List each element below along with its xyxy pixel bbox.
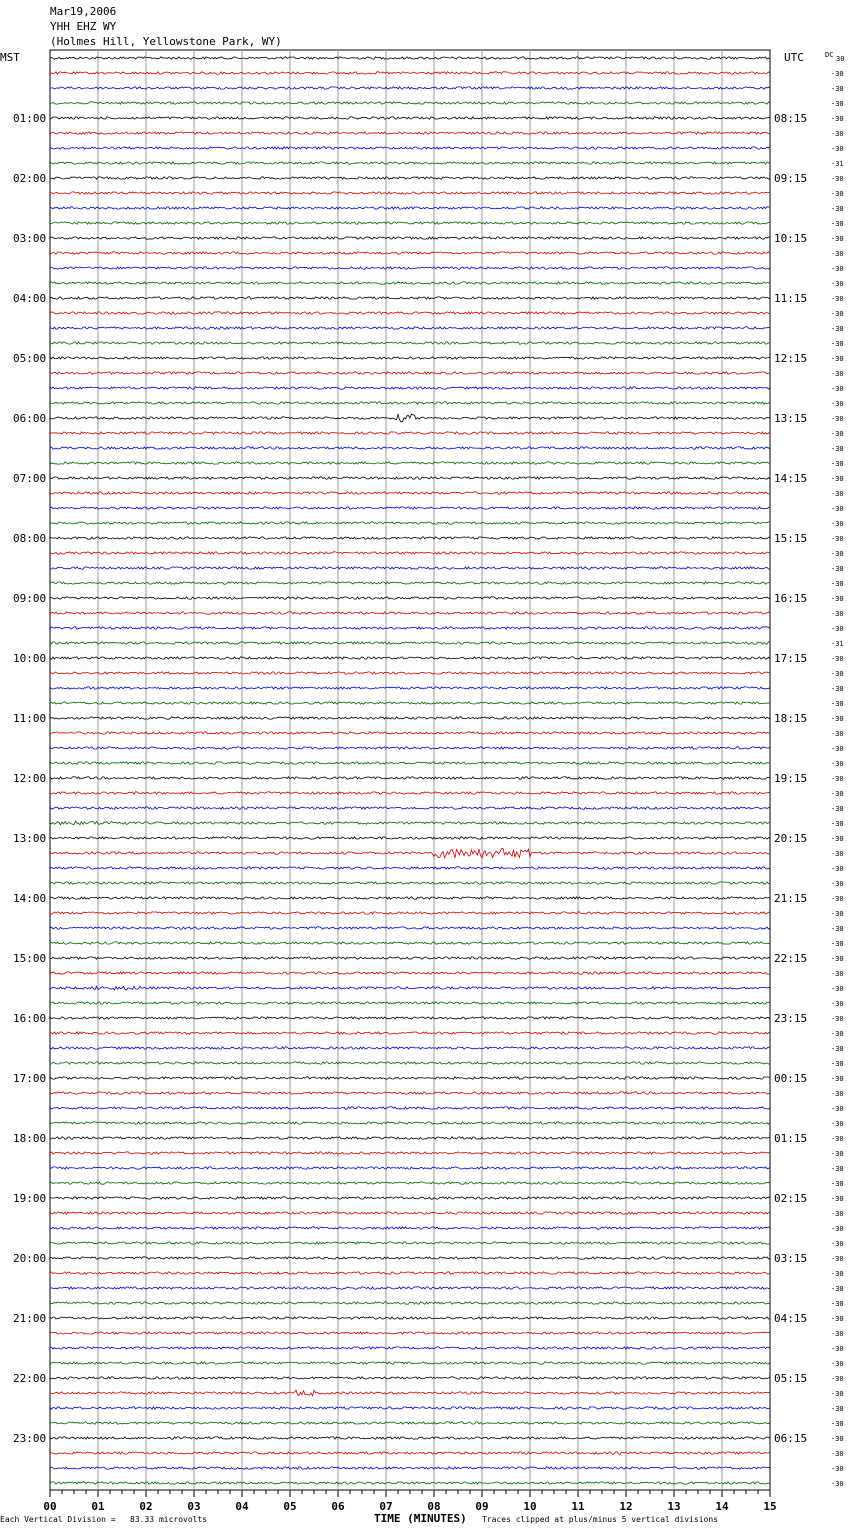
utc-hour-label: 10:15 <box>774 232 808 245</box>
utc-hour-label: 08:15 <box>774 112 808 125</box>
utc-hour-label: 20:15 <box>774 832 808 845</box>
seismic-trace <box>50 1362 770 1364</box>
utc-hour-label: 00:15 <box>774 1072 808 1085</box>
seismic-trace <box>50 702 770 704</box>
mst-hour-label: 18:00 <box>13 1132 47 1145</box>
dc-offset-label: -30 <box>831 1045 844 1053</box>
utc-hour-label: 18:15 <box>774 712 808 725</box>
seismic-trace <box>50 747 770 749</box>
seismic-trace <box>50 1242 770 1244</box>
mst-hour-label: 17:00 <box>13 1072 47 1085</box>
dc-offset-label: -30 <box>831 1060 844 1068</box>
seismic-trace <box>50 1122 770 1124</box>
utc-hour-label: 01:15 <box>774 1132 808 1145</box>
seismic-trace <box>50 1017 770 1019</box>
dc-offset-label: -30 <box>831 1420 844 1428</box>
dc-offset-label: -30 <box>831 790 844 798</box>
seismic-trace <box>50 1302 770 1304</box>
utc-hour-label: 06:15 <box>774 1432 808 1445</box>
dc-offset-label: -30 <box>831 925 844 933</box>
seismic-trace <box>50 207 770 209</box>
dc-offset-label: -30 <box>831 1255 844 1263</box>
mst-hour-label: 04:00 <box>13 292 47 305</box>
seismic-trace <box>50 642 770 644</box>
dc-offset-label: -30 <box>831 520 844 528</box>
dc-offset-label: -30 <box>831 535 844 543</box>
dc-offset-label: -30 <box>831 355 844 363</box>
x-tick-label: 13 <box>667 1500 681 1513</box>
seismic-trace <box>50 1002 770 1004</box>
seismic-trace <box>50 1197 770 1199</box>
dc-offset-label: -30 <box>831 1390 844 1398</box>
seismic-trace <box>50 1452 770 1454</box>
seismic-trace <box>50 897 770 899</box>
dc-offset-label: 30 <box>836 55 845 63</box>
mst-hour-label: 19:00 <box>13 1192 47 1205</box>
dc-offset-label: -31 <box>831 160 844 168</box>
mst-hour-label: 02:00 <box>13 172 47 185</box>
seismic-trace <box>50 1467 770 1469</box>
seismic-trace <box>50 147 770 149</box>
dc-offset-label: -30 <box>831 985 844 993</box>
seismic-trace <box>50 986 770 990</box>
utc-hour-label: 21:15 <box>774 892 808 905</box>
dc-offset-label: -30 <box>831 565 844 573</box>
dc-offset-label: -30 <box>831 1210 844 1218</box>
dc-offset-label: -30 <box>831 625 844 633</box>
dc-offset-label: -30 <box>831 1435 844 1443</box>
dc-offset-label: -30 <box>831 1165 844 1173</box>
seismic-trace <box>50 672 770 674</box>
seismic-trace <box>50 942 770 944</box>
seismic-trace <box>50 882 770 884</box>
dc-offset-label: -30 <box>831 760 844 768</box>
dc-offset-label: -30 <box>831 970 844 978</box>
seismic-trace <box>50 1167 770 1169</box>
dc-offset-label: -30 <box>831 1450 844 1458</box>
dc-offset-label: -30 <box>831 265 844 273</box>
dc-offset-label: -30 <box>831 685 844 693</box>
seismic-trace <box>50 1212 770 1214</box>
seismic-trace <box>50 414 770 422</box>
mst-label: MST <box>0 51 20 64</box>
seismic-trace <box>50 777 770 779</box>
dc-offset-label: -30 <box>831 775 844 783</box>
seismic-trace <box>50 72 770 74</box>
seismic-trace <box>50 1317 770 1319</box>
dc-offset-label: -30 <box>831 1075 844 1083</box>
dc-offset-label: -30 <box>831 1090 844 1098</box>
seismic-trace <box>50 447 770 449</box>
dc-offset-label: -30 <box>831 1120 844 1128</box>
dc-offset-label: -30 <box>831 85 844 93</box>
dc-offset-label: -30 <box>831 1150 844 1158</box>
seismic-trace <box>50 957 770 959</box>
seismic-trace <box>50 1482 770 1484</box>
utc-hour-label: 23:15 <box>774 1012 808 1025</box>
dc-offset-label: -30 <box>831 1225 844 1233</box>
mst-hour-label: 23:00 <box>13 1432 47 1445</box>
station-location: (Holmes Hill, Yellowstone Park, WY) <box>50 35 282 48</box>
utc-hour-labels <box>774 112 807 1445</box>
mst-hour-label: 05:00 <box>13 352 47 365</box>
mst-hour-label: 01:00 <box>13 112 47 125</box>
mst-hour-label: 09:00 <box>13 592 47 605</box>
utc-hour-label: 16:15 <box>774 592 808 605</box>
seismic-trace <box>50 597 770 599</box>
utc-hour-label: 15:15 <box>774 532 808 545</box>
seismic-trace <box>50 912 770 914</box>
dc-offset-label: -30 <box>831 295 844 303</box>
seismic-trace <box>50 1377 770 1379</box>
seismic-trace <box>50 732 770 734</box>
utc-hour-label: 04:15 <box>774 1312 808 1325</box>
seismic-trace <box>50 1227 770 1229</box>
mst-hour-label: 13:00 <box>13 832 47 845</box>
mst-hour-label: 10:00 <box>13 652 47 665</box>
dc-offset-label: -30 <box>831 310 844 318</box>
dc-offset-label: -30 <box>831 655 844 663</box>
seismic-trace <box>50 717 770 719</box>
seismic-trace <box>50 237 770 239</box>
dc-offset-label: -30 <box>831 715 844 723</box>
dc-offset-label: -30 <box>831 490 844 498</box>
x-tick-label: 00 <box>43 1500 57 1513</box>
seismic-trace <box>50 687 770 689</box>
dc-offset-label: -30 <box>831 1330 844 1338</box>
dc-offset-label: -30 <box>831 1000 844 1008</box>
mst-hour-label: 16:00 <box>13 1012 47 1025</box>
dc-offset-label: -30 <box>831 205 844 213</box>
seismic-trace <box>50 1092 770 1094</box>
seismic-trace <box>50 1287 770 1289</box>
dc-offset-label: -30 <box>831 595 844 603</box>
x-tick-label: 06 <box>331 1500 345 1513</box>
seismic-trace <box>50 657 770 659</box>
x-tick-label: 04 <box>235 1500 249 1513</box>
dc-offset-label: -30 <box>831 1015 844 1023</box>
seismic-trace <box>50 117 770 119</box>
trace-group <box>50 57 770 1484</box>
dc-offset-label: -30 <box>831 1195 844 1203</box>
dc-offset-label: -30 <box>831 460 844 468</box>
dc-offset-label: -30 <box>831 1105 844 1113</box>
utc-hour-label: 09:15 <box>774 172 808 185</box>
seismic-trace <box>50 1407 770 1409</box>
dc-offset-label: -30 <box>831 670 844 678</box>
dc-offset-label: -30 <box>831 1270 844 1278</box>
dc-offset-label: -30 <box>831 1240 844 1248</box>
dc-offset-label: -30 <box>831 190 844 198</box>
seismic-trace <box>50 1032 770 1034</box>
utc-hour-label: 17:15 <box>774 652 808 665</box>
seismic-trace <box>50 1077 770 1079</box>
utc-hour-label: 02:15 <box>774 1192 808 1205</box>
dc-offset-label: -30 <box>831 1030 844 1038</box>
x-tick-label: 05 <box>283 1500 297 1513</box>
seismic-trace <box>50 1390 770 1396</box>
seismic-trace <box>50 177 770 179</box>
dc-offset-label: -30 <box>831 370 844 378</box>
mst-hour-labels <box>13 112 46 1445</box>
seismic-trace <box>50 867 770 869</box>
seismic-trace <box>50 357 770 359</box>
dc-offset-label: -30 <box>831 955 844 963</box>
seismic-trace <box>50 297 770 299</box>
seismic-trace <box>50 252 770 254</box>
mst-hour-label: 03:00 <box>13 232 47 245</box>
seismic-trace <box>50 927 770 929</box>
seismic-trace <box>50 1437 770 1439</box>
dc-offset-label: -30 <box>831 340 844 348</box>
seismic-trace <box>50 132 770 134</box>
vertical-gridlines <box>98 50 722 1490</box>
seismic-trace <box>50 102 770 104</box>
seismic-trace <box>50 537 770 539</box>
seismic-trace <box>50 492 770 494</box>
seismic-trace <box>50 1182 770 1184</box>
seismic-trace <box>50 627 770 629</box>
seismic-trace <box>50 848 770 858</box>
mst-hour-label: 06:00 <box>13 412 47 425</box>
dc-offset-label: -30 <box>831 505 844 513</box>
vertical-scale-note: Each Vertical Division = 83.33 microvolts <box>0 1515 208 1524</box>
x-tick-label: 08 <box>427 1500 441 1513</box>
dc-offset-label: -30 <box>831 100 844 108</box>
mst-hour-label: 07:00 <box>13 472 47 485</box>
dc-offset-label: -30 <box>831 1315 844 1323</box>
dc-offset-label: -30 <box>831 820 844 828</box>
dc-offset-label: -30 <box>831 175 844 183</box>
dc-offset-label: -30 <box>831 280 844 288</box>
seismic-trace <box>50 1257 770 1259</box>
seismic-trace <box>50 432 770 434</box>
dc-offset-label: -30 <box>831 730 844 738</box>
mst-hour-label: 15:00 <box>13 952 47 965</box>
seismic-trace <box>50 507 770 509</box>
seismic-trace <box>50 612 770 614</box>
seismic-trace <box>50 312 770 314</box>
dc-offset-label: -30 <box>831 250 844 258</box>
dc-offset-label: -30 <box>831 325 844 333</box>
x-tick-label: 10 <box>523 1500 537 1513</box>
dc-offset-label: -30 <box>831 220 844 228</box>
seismic-trace <box>50 837 770 839</box>
dc-offset-label: -30 <box>831 70 844 78</box>
seismic-trace <box>50 267 770 269</box>
seismic-trace <box>50 1332 770 1334</box>
utc-hour-label: 03:15 <box>774 1252 808 1265</box>
seismic-trace <box>50 522 770 524</box>
seismic-trace <box>50 552 770 554</box>
seismic-trace <box>50 792 770 794</box>
dc-offset-label: -30 <box>831 1465 844 1473</box>
x-tick-label: 03 <box>187 1500 201 1513</box>
seismic-trace <box>50 1047 770 1049</box>
mst-hour-label: 08:00 <box>13 532 47 545</box>
dc-offset-label: -30 <box>831 400 844 408</box>
x-tick-label: 12 <box>619 1500 633 1513</box>
seismic-trace <box>50 1137 770 1139</box>
seismic-trace <box>50 1152 770 1154</box>
dc-offset-label: -30 <box>831 910 844 918</box>
dc-offset-label: -30 <box>831 700 844 708</box>
seismic-trace <box>50 821 770 825</box>
seismic-trace <box>50 402 770 404</box>
clip-note: Traces clipped at plus/minus 5 vertical divisions <box>482 1515 719 1524</box>
seismic-trace <box>50 222 770 224</box>
dc-offset-label: -30 <box>831 430 844 438</box>
seismic-trace <box>50 282 770 284</box>
utc-hour-label: 11:15 <box>774 292 808 305</box>
dc-offset-label: -30 <box>831 115 844 123</box>
dc-offset-label: -30 <box>831 130 844 138</box>
dc-offset-label: -30 <box>831 745 844 753</box>
dc-offset-label: -30 <box>831 1300 844 1308</box>
seismic-trace <box>50 372 770 374</box>
dc-label: DC <box>825 51 834 59</box>
dc-offset-label: -30 <box>831 235 844 243</box>
x-tick-label: 02 <box>139 1500 153 1513</box>
dc-offset-label: -30 <box>831 1480 844 1488</box>
seismic-trace <box>50 1272 770 1274</box>
dc-offset-label: -30 <box>831 550 844 558</box>
seismic-trace <box>50 87 770 89</box>
dc-offset-label: -30 <box>831 850 844 858</box>
plot-frame <box>50 50 770 1490</box>
dc-offset-label: -30 <box>831 1180 844 1188</box>
seismic-trace <box>50 162 770 164</box>
mst-hour-label: 22:00 <box>13 1372 47 1385</box>
seismic-trace <box>50 582 770 584</box>
dc-offset-label: -30 <box>831 940 844 948</box>
dc-offset-label: -30 <box>831 1360 844 1368</box>
dc-offset-label: -30 <box>831 1375 844 1383</box>
mst-hour-label: 20:00 <box>13 1252 47 1265</box>
dc-offset-label: -30 <box>831 835 844 843</box>
dc-offset-labels <box>831 55 844 1488</box>
utc-hour-label: 12:15 <box>774 352 808 365</box>
seismic-trace <box>50 327 770 329</box>
seismic-trace <box>50 567 770 569</box>
dc-offset-label: -30 <box>831 895 844 903</box>
seismic-trace <box>50 462 770 464</box>
x-tick-label: 15 <box>763 1500 777 1513</box>
dc-offset-label: -30 <box>831 1405 844 1413</box>
dc-offset-label: -30 <box>831 610 844 618</box>
chart-date: Mar19,2006 <box>50 5 117 18</box>
dc-offset-label: -30 <box>831 1285 844 1293</box>
x-axis-title: TIME (MINUTES) <box>374 1512 467 1525</box>
dc-offset-label: -30 <box>831 445 844 453</box>
dc-offset-label: -31 <box>831 640 844 648</box>
mst-hour-label: 11:00 <box>13 712 47 725</box>
x-tick-label: 14 <box>715 1500 729 1513</box>
seismic-trace <box>50 1107 770 1109</box>
seismic-trace <box>50 342 770 344</box>
utc-hour-label: 14:15 <box>774 472 808 485</box>
dc-offset-label: -30 <box>831 415 844 423</box>
utc-hour-label: 05:15 <box>774 1372 808 1385</box>
dc-offset-label: -30 <box>831 1135 844 1143</box>
utc-hour-label: 19:15 <box>774 772 808 785</box>
seismic-trace <box>50 762 770 764</box>
mst-hour-label: 12:00 <box>13 772 47 785</box>
seismic-trace <box>50 387 770 389</box>
x-tick-label: 01 <box>91 1500 105 1513</box>
mst-hour-label: 14:00 <box>13 892 47 905</box>
x-axis-ticks <box>43 1490 776 1513</box>
dc-offset-label: -30 <box>831 385 844 393</box>
seismic-trace <box>50 807 770 809</box>
utc-label: UTC <box>784 51 804 64</box>
dc-offset-label: -30 <box>831 475 844 483</box>
seismic-trace <box>50 1062 770 1064</box>
dc-offset-label: -30 <box>831 805 844 813</box>
seismic-trace <box>50 57 770 59</box>
seismic-trace <box>50 972 770 974</box>
mst-hour-label: 21:00 <box>13 1312 47 1325</box>
station-code: YHH EHZ WY <box>50 20 117 33</box>
seismic-trace <box>50 192 770 194</box>
seismic-trace <box>50 477 770 479</box>
dc-offset-label: -30 <box>831 145 844 153</box>
x-tick-label: 11 <box>571 1500 585 1513</box>
dc-offset-label: -30 <box>831 580 844 588</box>
dc-offset-label: -30 <box>831 865 844 873</box>
x-tick-label: 09 <box>475 1500 489 1513</box>
dc-offset-label: -30 <box>831 1345 844 1353</box>
utc-hour-label: 13:15 <box>774 412 808 425</box>
seismic-trace <box>50 1422 770 1424</box>
utc-hour-label: 22:15 <box>774 952 808 965</box>
seismic-trace <box>50 1347 770 1349</box>
x-tick-label: 07 <box>379 1500 393 1513</box>
dc-offset-label: -30 <box>831 880 844 888</box>
